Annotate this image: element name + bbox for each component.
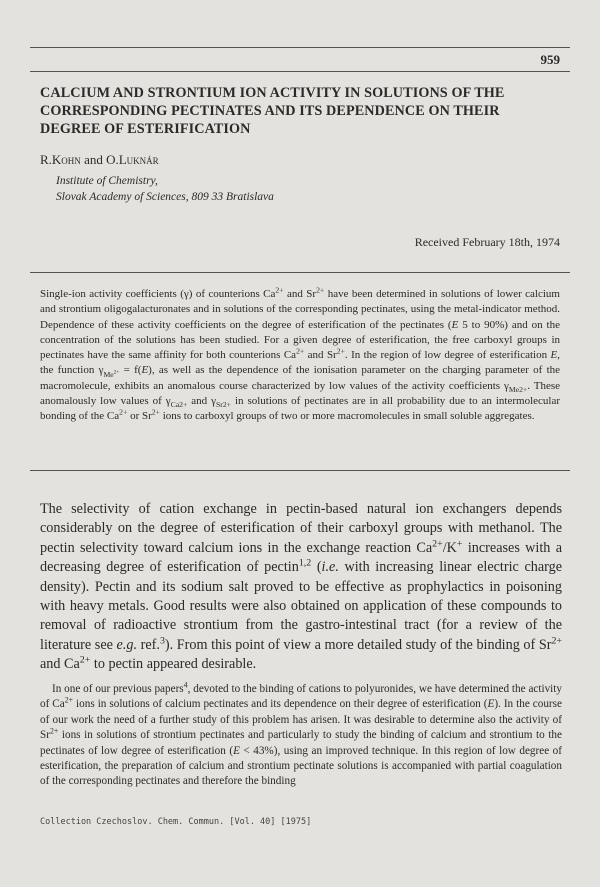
text: ions in solutions of calcium pectinates and its dependence on their degree of esterification (: [73, 698, 488, 711]
text: ref.: [137, 636, 160, 653]
text: Single-ion activity coefficients (γ) of counterions Ca: [40, 288, 276, 300]
text: ions in solutions of strontium pectinates and particularly to study the binding of calcium and strontium to the pectinates of low degree of esterification (: [40, 729, 562, 757]
intro-paragraph: [40, 500, 562, 675]
affiliation: [56, 173, 274, 205]
sup: 2+: [64, 695, 74, 705]
text: . In the region of low degree of esterification: [344, 349, 551, 362]
page-number: 959: [540, 52, 560, 67]
text: < 43%), using an improved technique. In this region of low degree of esterification, the preparation of calcium and strontium pectinate solutions is accompanied with partial coagulation of the corresponding pectinates and therefore the binding: [40, 744, 562, 788]
footer-citation: Collection Czechoslov. Chem. Commun. [Vol. 40] [1975]: [40, 817, 312, 827]
text: increases with a decreasing degree of esterification of pectin: [40, 539, 562, 576]
authors: [40, 152, 159, 168]
sub: Sr2+: [216, 400, 232, 410]
symbol-e: E: [141, 364, 149, 377]
citation-ref: 1,2: [298, 557, 312, 569]
header-rule-top: [30, 47, 570, 48]
citation-ref: 3: [159, 635, 165, 647]
text: and Ca: [40, 656, 80, 673]
symbol-e: E: [233, 744, 240, 757]
text: (: [311, 559, 322, 576]
text: , devoted to the binding of cations to polyuronides, we have determined the activity of Ca: [40, 683, 562, 711]
header-rule-bottom: [30, 71, 570, 72]
affiliation-line-2: Slovak Academy of Sciences, 809 33 Bratislava: [56, 191, 274, 203]
sup: 2+: [79, 654, 91, 666]
text: and Sr: [283, 288, 317, 300]
author-conjunction: and: [84, 152, 103, 167]
sup: 2+: [336, 346, 345, 356]
symbol-e: E: [550, 349, 558, 362]
author-kohn: R.Kohn: [40, 152, 81, 167]
text: /K: [442, 539, 457, 556]
abstract-rule-top: [30, 272, 570, 273]
sup: 2+: [432, 538, 443, 550]
sup: 2+: [551, 635, 563, 647]
text: , the function γ: [40, 349, 560, 377]
text: 5 to 90%) and on the concentration of the solutions has been studied. For a given degree of esterification, the free carboxyl groups in pectinates have the same affinity for both counterions Ca: [40, 318, 560, 362]
sup: 2+: [296, 346, 305, 356]
text: ions to carboxyl groups of two or more macromolecules in small soluble aggregates.: [159, 410, 535, 423]
abbr-eg: e.g.: [116, 636, 138, 653]
sub: Me2+: [508, 384, 528, 394]
author-luknar: O.Luknár: [106, 152, 159, 167]
text: and Sr: [304, 349, 337, 362]
body-paragraph: [40, 682, 562, 790]
sup: 2+: [151, 407, 160, 417]
sup: 2+: [113, 369, 120, 376]
text: In one of our previous papers: [52, 683, 184, 695]
text: in solutions of pectinates are in all probability due to an intermolecular bonding of the Ca: [40, 395, 560, 423]
text: ). In the course of our work the need of a further study of this problem has arisen. It was desirable to determine also the activity of Sr: [40, 698, 562, 742]
text: ), as well as the dependence of the ionisation parameter on the charging parameter of the macromolecule, exhibits an anomalous course characterized by low values of the activity coefficients γ: [40, 364, 561, 392]
text: = f(: [119, 364, 142, 377]
sub: Ca2+: [170, 400, 188, 410]
citation-ref: 4: [183, 680, 188, 690]
received-date: Received February 18th, 1974: [414, 235, 560, 249]
sup: 2+: [316, 285, 325, 295]
text: or Sr: [127, 410, 152, 423]
text: to pectin appeared desirable.: [90, 656, 257, 673]
text: have been determined in solutions of lower calcium and strontium oligogalacturonates and in solutions of the corresponding pectinates, using the metal-indicator method. Dependence of these activity coefficients on the degree of esterification of the pectinates (: [40, 288, 560, 331]
text: with increasing linear electric charge density). Pectin and its sodium salt proved to be effective as prophylactics in poisoning with heavy metals. Good results were also obtained on application of these compounds to removal of radioactive strontium from the gastro-intestinal tract (for a review of the literature see: [40, 559, 562, 653]
symbol-e: E: [487, 698, 495, 711]
affiliation-line-1: Institute of Chemistry,: [56, 175, 158, 187]
sup: 2+: [49, 726, 59, 736]
sub-me2plus: [103, 370, 119, 379]
symbol-e: E: [451, 318, 459, 331]
text: The selectivity of cation exchange in pectin-based natural ion exchangers depends considerably on the degree of esterification of their carboxyl groups with methanol. The pectin selectivity toward calcium ions in the exchange reaction Ca: [40, 501, 562, 556]
text: ). From this point of view a more detailed study of the binding of Sr: [164, 636, 552, 653]
abstract: [40, 287, 560, 425]
sup: +: [456, 538, 463, 550]
text: . These anomalously low values of γ: [40, 379, 560, 408]
abstract-rule-bottom: [30, 470, 570, 471]
sup: 2+: [275, 285, 284, 295]
sub-text: Me: [103, 369, 114, 379]
text: and γ: [187, 395, 216, 408]
sup: 2+: [119, 407, 128, 417]
abbr-ie: i.e.: [321, 559, 339, 576]
article-title: CALCIUM AND STRONTIUM ION ACTIVITY IN SOLUTIONS OF THE CORRESPONDING PECTINATES AND ITS DEPENDENCE ON THEIR DEGREE OF ESTERIFICATION: [40, 85, 505, 137]
